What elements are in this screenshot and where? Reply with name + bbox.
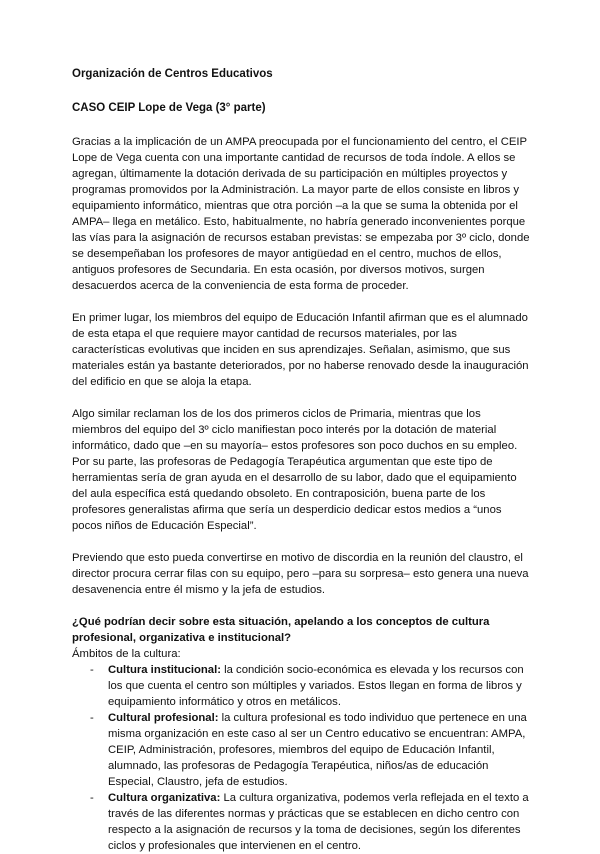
list-bullet: - [90,792,94,804]
term-organizativa: Cultura organizativa: [108,792,221,804]
list-bullet: - [90,712,94,724]
list-bullet: - [90,664,94,676]
document-title: Organización de Centros Educativos [72,68,273,80]
ambitos-label: Ámbitos de la cultura: [72,648,181,660]
paragraph-3: Algo similar reclaman los de los dos primeros ciclos de Primaria, mientras que los miembros del equipo del 3º ciclo manifiestan poco interés por la dotación de material informático, dado que –en su mayoría– estos profesores son poco duchos en su empleo. Por su parte, las profesoras de Pedagogía Terapéutica argumentan que este tipo de herramientas sería de gran ayuda en el desarrollo de su labor, dado que el equipamiento del aula específica está quedando obsoleto. En contraposición, buena parte de los profesores generalistas afirma que sería un desperdicio dedicar estos medios a “unos pocos niños de Educación Especial”. [72,408,518,532]
document-page [72,66,532,854]
paragraph-1: Gracias a la implicación de un AMPA preocupada por el funcionamiento del centro, el CEIP Lope de Vega cuenta con una importante cantidad de recursos de toda índole. A ellos se agregan, últimamente la dotación derivada de su participación en múltiples proyectos y programas promovidos por la Administración. La mayor parte de ellos consiste en libros y equipamiento informático, mientras que otra porción –a la que se suma la obtenida por el AMPA– llega en metálico. Esto, habitualmente, no habría generado inconvenientes porque las vías para la asignación de recursos estaban previstas: se empezaba por 3º ciclo, donde se desempeñaban los profesores de mayor antigüedad en el centro, muchos de ellos, antiguos profesores de Secundaria. En esta ocasión, por diversos motivos, surgen desacuerdos acerca de la conveniencia de esta forma de proceder. [72,136,530,292]
paragraph-4: Previendo que esto pueda convertirse en motivo de discordia en la reunión del claustro, el director procura cerrar filas con su equipo, pero –para su sorpresa– esto genera una nueva desavenencia entre él mismo y la jefa de estudios. [72,552,529,596]
culture-list [72,662,532,854]
question-heading: ¿Qué podrían decir sobre esta situación, apelando a los conceptos de cultura profesional, organizativa e institucional? [72,616,490,644]
term-institucional: Cultura institucional: [108,664,221,676]
text-organizativa: La cultura organizativa, podemos verla reflejada en el texto a través de las diferentes normas y prácticas que se establecen en dicho centro con respecto a la asignación de recursos y la toma de decisiones, según los diferentes ciclos y profesionales que intervienen en el centro. [108,792,529,852]
paragraph-2: En primer lugar, los miembros del equipo de Educación Infantil afirman que es el alumnado de esta etapa el que requiere mayor cantidad de recursos materiales, por las características evolutivas que inciden en sus aprendizajes. Señalan, asimismo, que sus materiales están ya bastante deteriorados, por no haberse renovado desde la inauguración del edificio en que se aloja la etapa. [72,312,529,388]
text-profesional: la cultura profesional es todo individuo que pertenece en una misma organización en este caso al ser un Centro educativo se encuentran: AMPA, CEIP, Administración, profesores, miembros del equipo de Educación Infantil, alumnado, las profesoras de Pedagogía Terapéutica, niños/as de educación Especial, Claustro, jefa de estudios. [108,712,527,788]
list-item-organizativa [72,790,532,854]
case-subtitle: CASO CEIP Lope de Vega (3° parte) [72,102,266,114]
list-item-profesional [72,710,532,790]
list-item-institucional [72,662,532,710]
term-profesional: Cultural profesional: [108,712,219,724]
text-institucional: la condición socio-económica es elevada y los recursos con los que cuenta el centro son múltiples y variados. Estos llegan en forma de libros y equipamiento informático y otros en metálicos. [108,664,524,708]
